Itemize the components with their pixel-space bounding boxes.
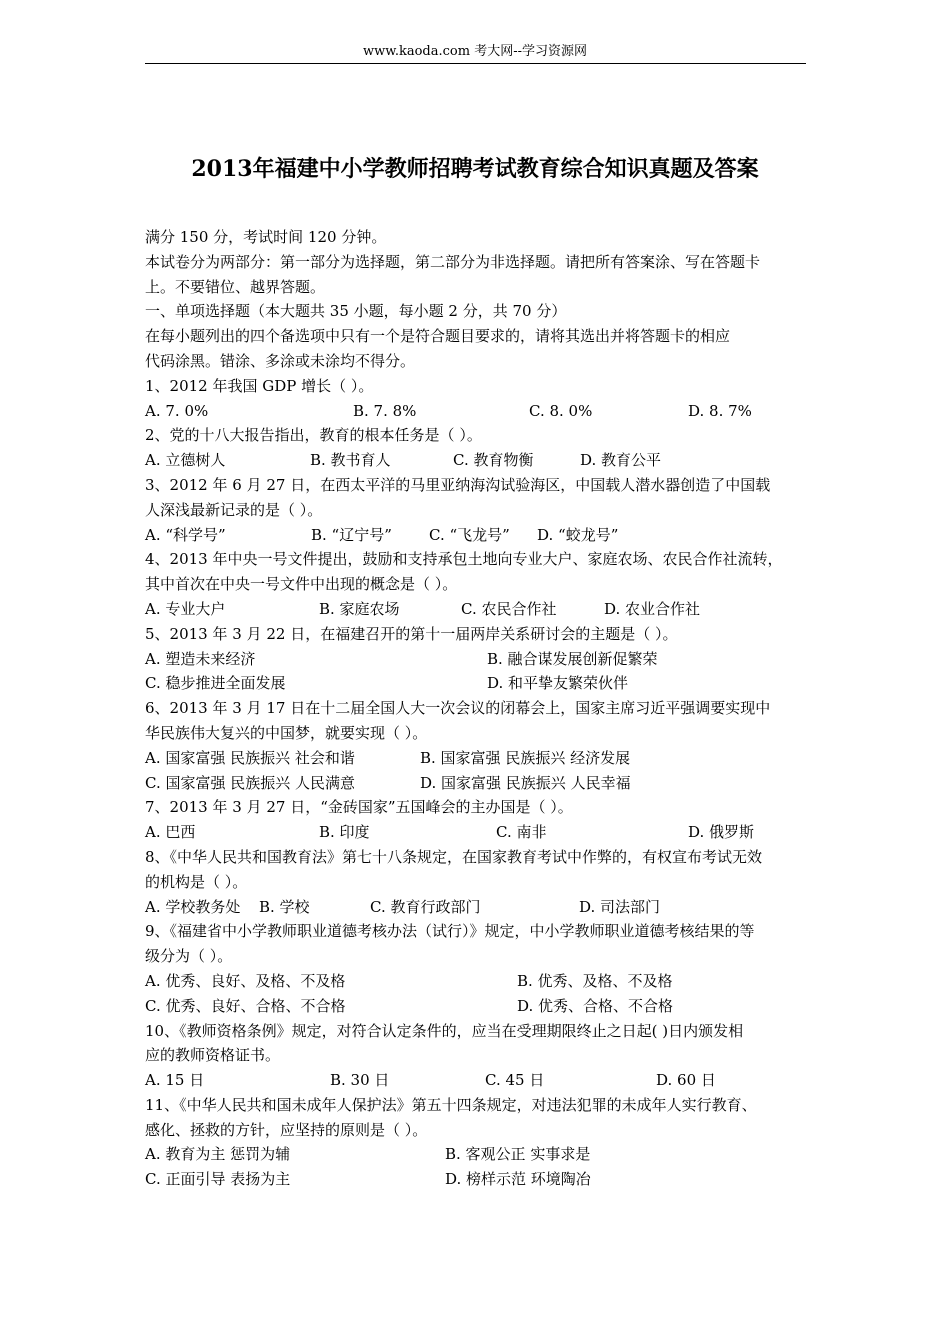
option-c: C. “飞龙号”: [429, 525, 510, 544]
question-stem: 其中首次在中央一号文件中出现的概念是（ ）。: [145, 575, 458, 594]
option-d: D. 农业合作社: [604, 599, 701, 618]
option-row: [145, 994, 815, 1019]
question-stem: 6、2013 年 3 月 17 日在十二届全国人大一次会议的闭幕会上，国家主席习近平强调要实现中: [145, 699, 771, 718]
header-site-text: www.kaoda.com 考大网--学习资源网: [363, 44, 587, 59]
option-a: A. 学校教务处: [145, 897, 241, 916]
question-stem: 人深浅最新记录的是（ ）。: [145, 500, 323, 519]
option-d: D. 60 日: [656, 1071, 716, 1090]
option-b: B. 融合谋发展创新促繁荣: [487, 649, 658, 668]
option-row: [145, 1068, 815, 1093]
section-heading: 一、单项选择题（本大题共 35 小题，每小题 2 分，共 70 分）: [145, 302, 567, 321]
page-header: [145, 44, 805, 60]
option-c: C. 稳步推进全面发展: [145, 674, 286, 693]
document-title: 2013年福建中小学教师招聘考试教育综合知识真题及答案: [191, 156, 759, 182]
option-b: B. 客观公正 实事求是: [445, 1145, 591, 1164]
option-d: D. 和平挚友繁荣伙伴: [487, 674, 629, 693]
option-d: D. 优秀、合格、不合格: [517, 996, 674, 1015]
option-d: D. 司法部门: [579, 897, 661, 916]
option-c: C. 教育行政部门: [370, 897, 481, 916]
option-c: C. 8. 0%: [529, 401, 593, 420]
option-row: [145, 671, 815, 696]
option-d: D. 榜样示范 环境陶冶: [445, 1170, 591, 1189]
option-row: [145, 746, 815, 771]
option-b: B. 学校: [259, 897, 310, 916]
option-a: A. “科学号”: [145, 525, 226, 544]
option-b: B. 国家富强 民族振兴 经济发展: [420, 748, 631, 767]
option-a: A. 专业大户: [145, 599, 226, 618]
option-row: [145, 969, 815, 994]
option-a: A. 教育为主 惩罚为辅: [145, 1145, 291, 1164]
question-stem: 应的教师资格证书。: [145, 1046, 281, 1065]
option-row: [145, 399, 815, 424]
question-stem: 华民族伟大复兴的中国梦，就要实现（ ）。: [145, 723, 428, 742]
option-a: A. 15 日: [145, 1071, 205, 1090]
option-c: C. 国家富强 民族振兴 人民满意: [145, 773, 356, 792]
option-a: A. 立德树人: [145, 451, 226, 470]
option-c: C. 正面引导 表扬为主: [145, 1170, 291, 1189]
option-row: [145, 895, 815, 920]
option-row: [145, 1167, 815, 1192]
question-stem: 5、2013 年 3 月 22 日，在福建召开的第十一届两岸关系研讨会的主题是（ ）。: [145, 624, 678, 643]
option-b: B. 家庭农场: [319, 599, 400, 618]
option-row: [145, 1142, 815, 1167]
intro-line: 本试卷分为两部分：第一部分为选择题，第二部分为非选择题。请把所有答案涂、写在答题卡: [145, 252, 761, 271]
option-b: B. 教书育人: [310, 451, 391, 470]
question-stem: 的机构是（ ）。: [145, 872, 248, 891]
option-a: A. 国家富强 民族振兴 社会和谐: [145, 748, 355, 767]
option-d: D. 教育公平: [580, 451, 662, 470]
intro-line: 上。不要错位、越界答题。: [145, 277, 326, 296]
option-b: B. 7. 8%: [353, 401, 417, 420]
option-c: C. 45 日: [485, 1071, 545, 1090]
option-a: A. 塑造未来经济: [145, 649, 256, 668]
question-stem: 7、2013 年 3 月 27 日，“金砖国家”五国峰会的主办国是（ ）。: [145, 798, 573, 817]
option-a: A. 巴西: [145, 823, 196, 842]
intro-line: 代码涂黑。错涂、多涂或未涂均不得分。: [145, 351, 416, 370]
option-c: C. 农民合作社: [461, 599, 557, 618]
question-stem: 11、《中华人民共和国未成年人保护法》第五十四条规定，对违法犯罪的未成年人实行教育、: [145, 1095, 757, 1114]
option-b: B. 30 日: [330, 1071, 390, 1090]
question-stem: 10、《教师资格条例》规定，对符合认定条件的，应当在受理期限终止之日起( )日内颁发相: [145, 1021, 744, 1040]
option-c: C. 教育物衡: [453, 451, 534, 470]
option-d: D. 8. 7%: [688, 401, 752, 420]
option-b: B. “辽宁号”: [311, 525, 392, 544]
option-c: C. 优秀、良好、合格、不合格: [145, 996, 346, 1015]
question-stem: 4、2013 年中央一号文件提出，鼓励和支持承包土地向专业大户、家庭农场、农民合作社流转，: [145, 550, 783, 569]
option-d: D. 俄罗斯: [688, 823, 755, 842]
option-a: A. 优秀、良好、及格、不及格: [145, 971, 346, 990]
document-body: [145, 225, 815, 1192]
option-c: C. 南非: [496, 823, 547, 842]
option-row: [145, 820, 815, 845]
question-stem: 8、《中华人民共和国教育法》第七十八条规定，在国家教育考试中作弊的，有权宣布考试无效: [145, 847, 763, 866]
question-stem: 3、2012 年 6 月 27 日，在西太平洋的马里亚纳海沟试验海区，中国载人潜水器创造了中国载: [145, 475, 771, 494]
option-b: B. 印度: [319, 823, 370, 842]
option-row: [145, 771, 815, 796]
question-stem: 级分为（ ）。: [145, 947, 233, 966]
question-stem: 2、党的十八大报告指出，教育的根本任务是（ ）。: [145, 426, 482, 445]
option-d: D. “蛟龙号”: [537, 525, 619, 544]
intro-line: 在每小题列出的四个备选项中只有一个是符合题目要求的，请将其选出并将答题卡的相应: [145, 327, 731, 346]
option-row: [145, 448, 815, 473]
option-b: B. 优秀、及格、不及格: [517, 971, 673, 990]
question-stem: 1、2012 年我国 GDP 增长（ ）。: [145, 376, 374, 395]
intro-line: 满分 150 分，考试时间 120 分钟。: [145, 228, 387, 246]
option-d: D. 国家富强 民族振兴 人民幸福: [420, 773, 631, 792]
option-a: A. 7. 0%: [145, 401, 209, 420]
question-stem: 感化、拯救的方针，应坚持的原则是（ ）。: [145, 1120, 428, 1139]
header-divider: [145, 63, 806, 64]
option-row: [145, 597, 815, 622]
option-row: [145, 523, 815, 548]
question-stem: 9、《福建省中小学教师职业道德考核办法（试行）》规定，中小学教师职业道德考核结果的等: [145, 922, 755, 941]
option-row: [145, 647, 815, 672]
